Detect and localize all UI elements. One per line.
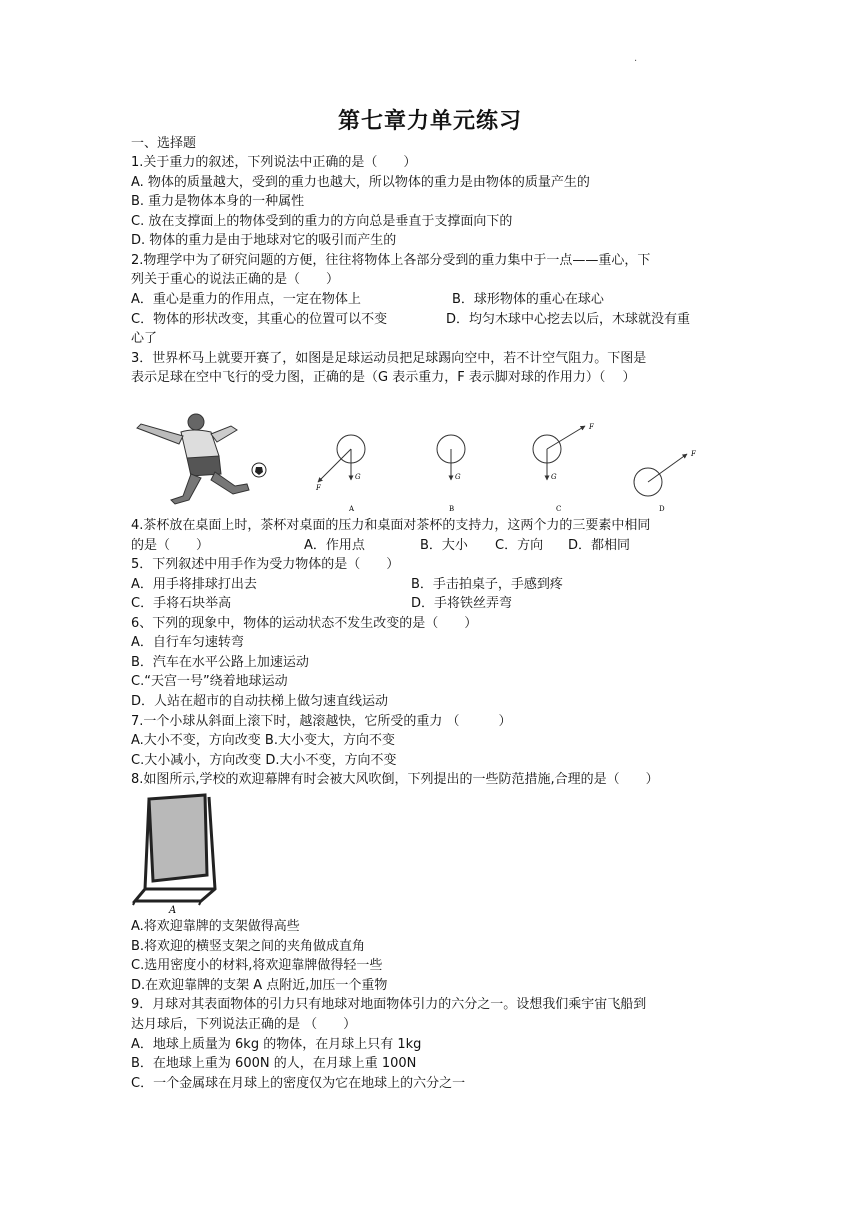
diagram-a-f-label: F [316,484,321,492]
q5-option-b: B．手击拍桌子，手感到疼 [411,577,563,592]
q7-stem: 7.一个小球从斜面上滚下时，越滚越快，它所受的重力 （ ） [131,714,512,729]
q5-option-a: A．用手将排球打出去 [131,577,257,592]
q2-stem-line1: 2.物理学中为了研究问题的方便，往往将物体上各部分受到的重力集中于一点——重心，下 [131,253,651,268]
q1-stem: 1.关于重力的叙述，下列说法中正确的是（ ） [131,155,417,170]
q2-option-b: B．球形物体的重心在球心 [452,292,604,307]
q9-option-b: B．在地球上重为 600N 的人，在月球上重 100N [131,1056,417,1071]
section-heading: 一、选择题 [131,136,197,151]
q5-option-c: C．手将石块举高 [131,596,232,611]
diagram-b [437,435,465,513]
q6-option-b: B．汽车在水平公路上加速运动 [131,655,309,670]
q2-option-c: C．物体的形状改变，其重心的位置可以不变 [131,312,388,327]
header-mark: · [634,56,638,67]
q8-option-b: B.将欢迎的横竖支架之间的夹角做成直角 [131,939,366,954]
diagram-d [634,450,697,513]
q6-option-c: C.“天宫一号”绕着地球运动 [131,674,288,689]
q9-option-c: C．一个金属球在月球上的密度仅为它在地球上的六分之一 [131,1076,466,1091]
q8-option-d: D.在欢迎靠牌的支架 A 点附近,加压一个重物 [131,978,388,993]
q8-option-c: C.选用密度小的材料,将欢迎靠牌做得轻一些 [131,958,383,973]
q9-option-a: A．地球上质量为 6kg 的物体，在月球上只有 1kg [131,1037,422,1052]
diagram-a-label: A [349,505,355,513]
q4-option-b: B．大小 [420,538,468,553]
diagram-b-label: B [449,505,455,513]
diagram-a [315,435,365,513]
q6-stem: 6、下列的现象中，物体的运动状态不发生改变的是（ ） [131,616,478,631]
q9-stem-line2: 达月球后，下列说法正确的是 （ ） [131,1017,357,1032]
q3-force-diagram-figure [131,404,711,516]
q4-stem-line1: 4.茶杯放在桌面上时，茶杯对桌面的压力和桌面对茶杯的支持力，这两个力的三要素中相同 [131,518,651,533]
q1-option-a: A. 物体的质量越大，受到的重力也越大，所以物体的重力是由物体的质量产生的 [131,175,590,190]
diagram-c [533,423,595,513]
q8-option-a: A.将欢迎靠牌的支架做得高些 [131,919,300,934]
q3-stem-line2: 表示足球在空中飞行的受力图，正确的是（G 表示重力，F 表示脚对球的作用力）（ ） [131,370,636,385]
q2-option-d-line1: D．均匀木球中心挖去以后，木球就没有重 [446,312,691,327]
q9-stem-line1: 9．月球对其表面物体的引力只有地球对地面物体引力的六分之一。设想我们乘宇宙飞船到 [131,997,647,1012]
q4-option-c: C．方向 [495,538,544,553]
q8-figure-label-a: A [169,905,177,916]
q4-option-a: A．作用点 [304,538,365,553]
q8-stem: 8.如图所示,学校的欢迎幕牌有时会被大风吹倒，下列提出的一些防范措施,合理的是（ ） [131,772,659,787]
q1-option-c: C. 放在支撑面上的物体受到的重力的方向总是垂直于支撑面向下的 [131,214,513,229]
q6-option-d: D．人站在超市的自动扶梯上做匀速直线运动 [131,694,389,709]
q4-stem-line2: 的是（ ） [131,538,210,553]
diagram-b-g-label: G [455,473,461,481]
q5-option-d: D．手将铁丝弄弯 [411,596,513,611]
diagram-a-g-label: G [355,473,361,481]
soccer-player-image [137,414,266,504]
diagram-c-f-label: F [589,423,594,431]
diagram-c-g-label: G [551,473,557,481]
diagram-c-label: C [556,505,562,513]
q7-options-cd: C.大小减小，方向改变 D.大小不变，方向不变 [131,753,397,768]
q3-stem-line1: 3．世界杯马上就要开赛了，如图是足球运动员把足球踢向空中，若不计空气阻力。下图是 [131,351,647,366]
q5-stem: 5．下列叙述中用手作为受力物体的是（ ） [131,557,400,572]
q1-option-d: D. 物体的重力是由于地球对它的吸引而产生的 [131,233,397,248]
q7-options-ab: A.大小不变，方向改变 B.大小变大，方向不变 [131,733,395,748]
q2-stem-line2: 列关于重心的说法正确的是（ ） [131,272,340,287]
q8-welcome-board-figure [131,793,221,917]
diagram-d-label: D [659,505,665,513]
q1-option-b: B. 重力是物体本身的一种属性 [131,194,305,209]
page-title: 第七章力单元练习 [337,108,522,134]
diagram-d-f-label: F [691,450,696,458]
q2-option-d-line2: 心了 [131,331,158,346]
q4-option-d: D．都相同 [568,538,631,553]
q2-option-a: A．重心是重力的作用点，一定在物体上 [131,292,361,307]
q6-option-a: A．自行车匀速转弯 [131,635,244,650]
